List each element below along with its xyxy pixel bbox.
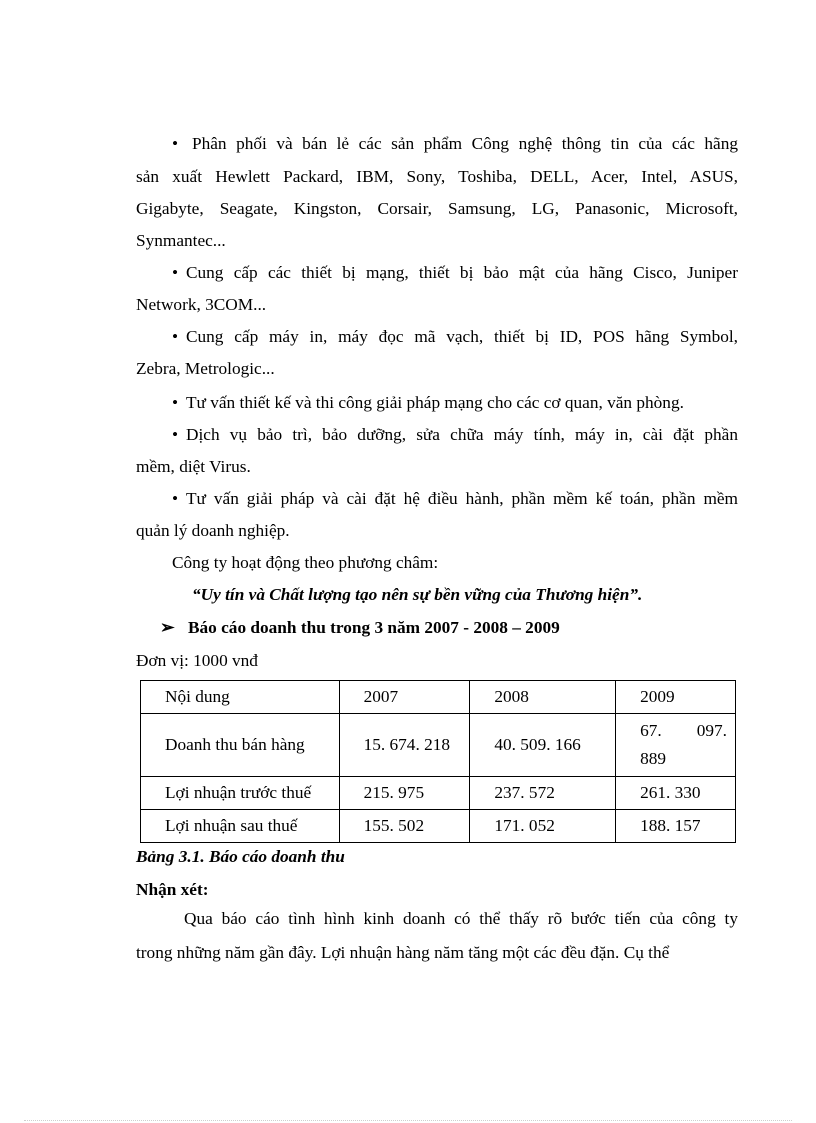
bullet-1-line-3: Gigabyte, Seagate, Kingston, Corsair, Samsung, LG, Panasonic, Microsoft,: [136, 199, 738, 218]
table-row: [141, 810, 736, 843]
cell-2009-line-2: 889: [640, 749, 666, 768]
report-heading: ➢ Báo cáo doanh thu trong 3 năm 2007 - 2008 – 2009: [160, 618, 560, 637]
cell-2009: 261. 330: [616, 777, 736, 810]
arrow-bullet-icon: ➢: [160, 618, 175, 637]
table-caption: Bảng 3.1. Báo cáo doanh thu: [136, 847, 345, 866]
bullet-icon: •: [172, 263, 179, 282]
bullet-3-line-1: • Cung cấp máy in, máy đọc mã vạch, thiết bị ID, POS hãng Symbol,: [172, 327, 738, 346]
cell-2007: 215. 975: [339, 777, 470, 810]
bullet-4-line-1: • Tư vấn thiết kế và thi công giải pháp mạng cho các cơ quan, văn phòng.: [172, 393, 684, 412]
cell-2008: 237. 572: [470, 777, 616, 810]
bullet-5-line-1: • Dịch vụ bảo trì, bảo dưỡng, sửa chữa máy tính, máy in, cài đặt phần: [172, 425, 738, 444]
bullet-3-line-2: Zebra, Metrologic...: [136, 359, 275, 378]
row-label: Doanh thu bán hàng: [141, 714, 340, 777]
bullet-6-line-1: • Tư vấn giải pháp và cài đặt hệ điều hành, phần mềm kế toán, phần mềm: [172, 489, 738, 508]
remark-title: Nhận xét:: [136, 880, 209, 899]
bullet-2-line-2: Network, 3COM...: [136, 295, 267, 314]
bullet-icon: •: [172, 134, 179, 153]
table-header-cell: Nội dung: [141, 681, 340, 714]
cell-2008: 40. 509. 166: [470, 714, 616, 777]
cell-2007: 155. 502: [339, 810, 470, 843]
bullet-icon: •: [172, 327, 179, 346]
bullet-icon: •: [172, 489, 179, 508]
row-label: Lợi nhuận sau thuế: [141, 810, 340, 843]
bullet-icon: •: [172, 425, 179, 444]
bullet-1-line-2: sản xuất Hewlett Packard, IBM, Sony, Toshiba, DELL, Acer, Intel, ASUS,: [136, 167, 738, 186]
revenue-table: [140, 680, 736, 843]
bullet-1-line-4: Synmantec...: [136, 231, 226, 250]
bullet-icon: •: [172, 393, 179, 412]
cell-2008: 171. 052: [470, 810, 616, 843]
motto-intro: Công ty hoạt động theo phương châm:: [172, 553, 439, 572]
cell-2009-line-1: 67. 097.: [640, 721, 727, 740]
table-header-cell: 2009: [616, 681, 736, 714]
table-row: [141, 714, 736, 777]
cell-2009: 188. 157: [616, 810, 736, 843]
table-row: [141, 777, 736, 810]
page-bottom-rule: [24, 1120, 792, 1121]
remark-line-2: trong những năm gần đây. Lợi nhuận hàng năm tăng một các đều đặn. Cụ thể: [136, 943, 670, 962]
table-header-row: [141, 681, 736, 714]
motto: “Uy tín và Chất lượng tạo nên sự bền vững của Thương hiện”.: [192, 585, 643, 604]
table-header-cell: 2007: [339, 681, 470, 714]
bullet-2-line-1: • Cung cấp các thiết bị mạng, thiết bị bảo mật của hãng Cisco, Juniper: [172, 263, 738, 282]
cell-2009: [616, 714, 736, 777]
bullet-1-line-1: • Phân phối và bán lẻ các sản phẩm Công nghệ thông tin của các hãng: [172, 134, 738, 153]
unit-label: Đơn vị: 1000 vnđ: [136, 651, 258, 670]
table-header-cell: 2008: [470, 681, 616, 714]
bullet-5-line-2: mềm, diệt Virus.: [136, 457, 251, 476]
row-label: Lợi nhuận trước thuế: [141, 777, 340, 810]
remark-line-1: Qua báo cáo tình hình kinh doanh có thể thấy rõ bước tiến của công ty: [184, 909, 738, 928]
cell-2007: 15. 674. 218: [339, 714, 470, 777]
bullet-6-line-2: quản lý doanh nghiệp.: [136, 521, 290, 540]
